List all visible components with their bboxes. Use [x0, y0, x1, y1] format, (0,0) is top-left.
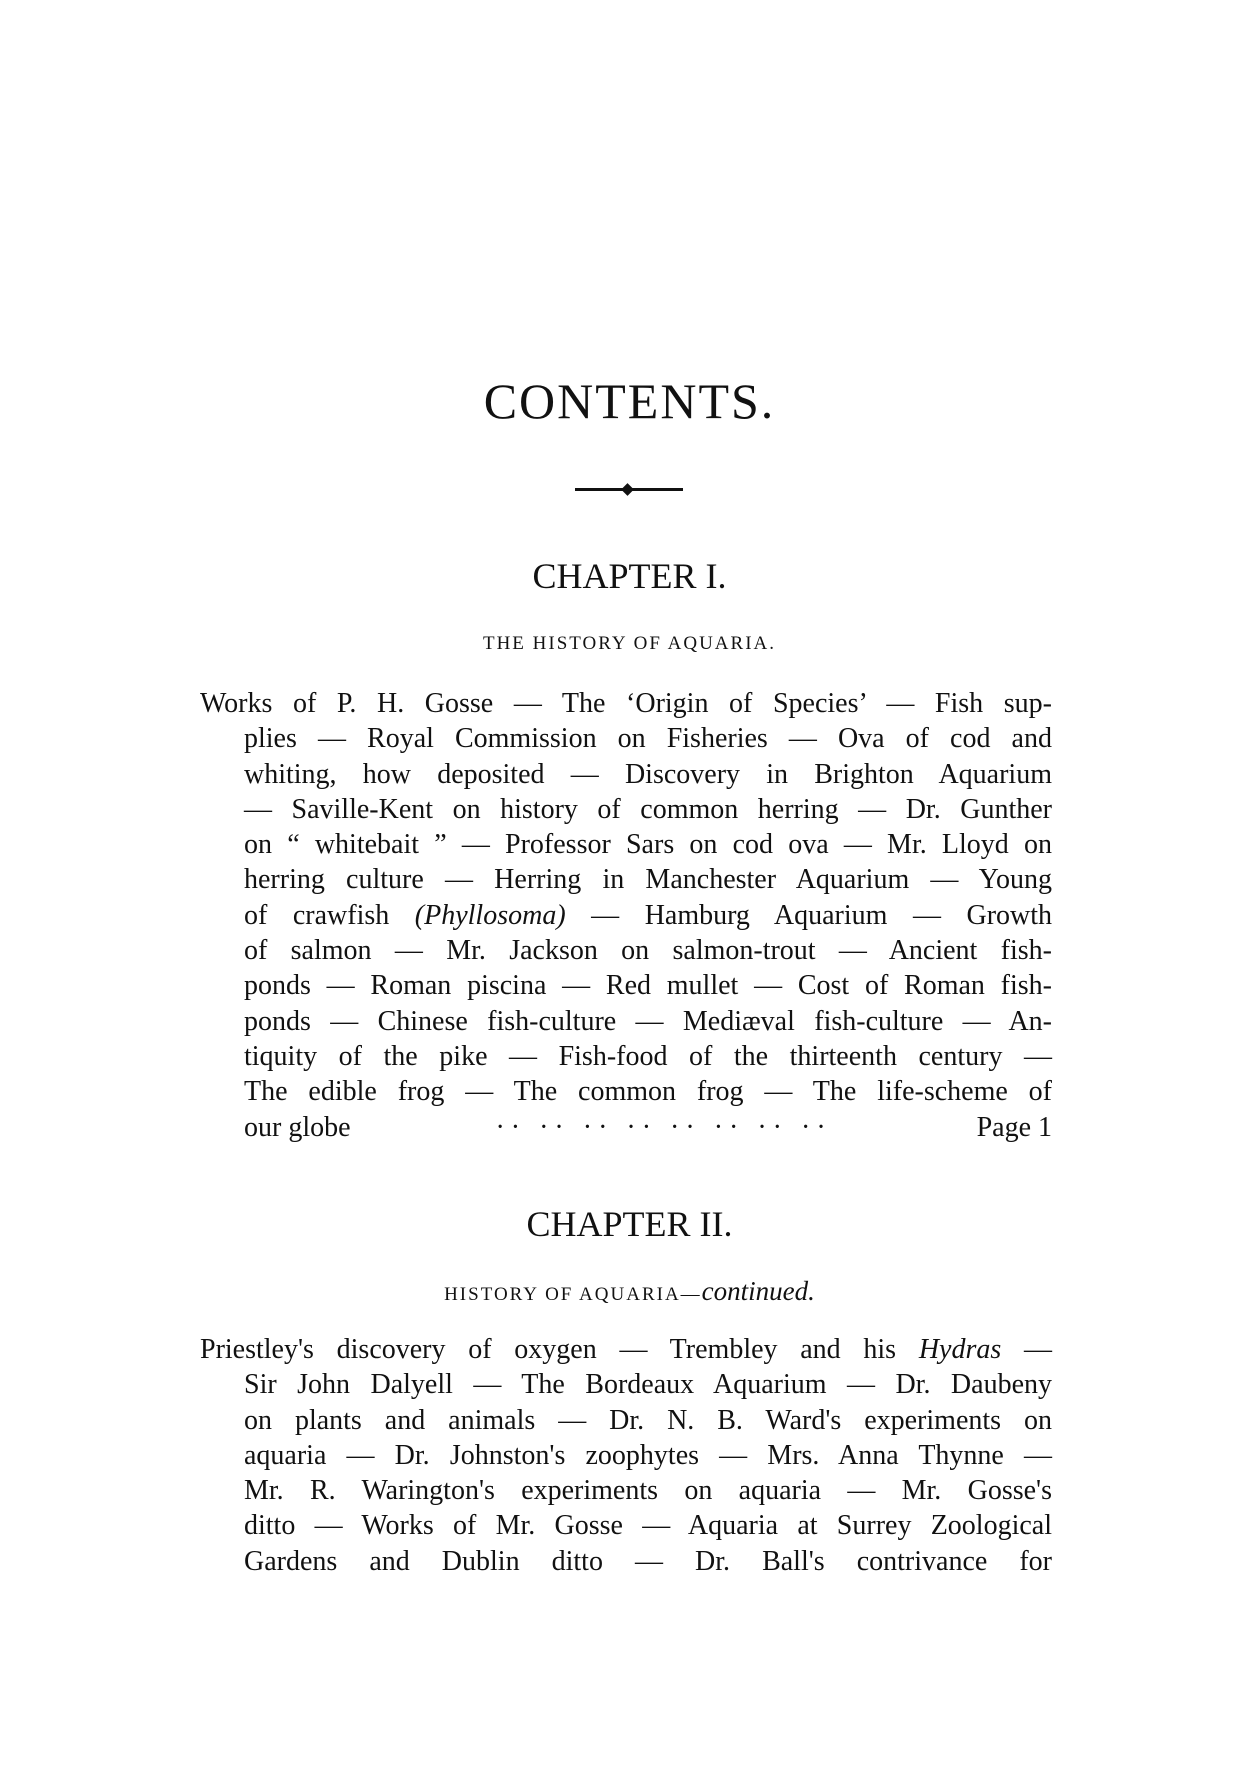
title-ornament	[575, 484, 683, 496]
chapter-2-subtitle	[0, 1278, 1259, 1305]
synopsis-line: Works of P. H. Gosse — The ‘Origin of Species’ — Fish sup-	[200, 688, 1052, 719]
synopsis-text: Priestley's discovery of oxygen — Trembley and his	[200, 1334, 897, 1365]
ornament-diamond	[621, 483, 634, 496]
synopsis-line: on “ whitebait ” — Professor Sars on cod ova — Mr. Lloyd on	[244, 829, 1052, 861]
synopsis-line: Gardens and Dublin ditto — Dr. Ball's contrivance for	[244, 1545, 1052, 1577]
synopsis-text: of crawfish	[244, 899, 390, 931]
synopsis-line: The edible frog — The common frog — The life-scheme of	[244, 1076, 1052, 1108]
page-title: CONTENTS.	[483, 373, 776, 429]
dot-leaders: ·· ·· ·· ·· ·· ·· ·· ··	[495, 1111, 832, 1143]
synopsis-line: Mr. R. Warington's experiments on aquaria — Mr. Gosse's	[244, 1475, 1052, 1507]
synopsis-last-text: our globe	[244, 1111, 351, 1143]
synopsis-line: of salmon — Mr. Jackson on salmon-trout — Ancient fish-	[244, 935, 1052, 967]
synopsis-italic-term: (Phyllosoma)	[414, 899, 566, 931]
page-reference: Page 1	[976, 1111, 1052, 1143]
chapter-2-subtitle-italic: continued.	[701, 1276, 815, 1306]
chapter-1-synopsis	[200, 686, 1053, 1145]
synopsis-line	[200, 1332, 1052, 1367]
synopsis-line: plies — Royal Commission on Fisheries — Ova of cod and	[244, 723, 1052, 755]
chapter-2-subtitle-text: HISTORY OF AQUARIA—	[444, 1284, 702, 1305]
synopsis-line: — Saville-Kent on history of common herring — Dr. Gunther	[244, 793, 1052, 825]
synopsis-text: — Hamburg Aquarium — Growth	[591, 899, 1053, 931]
chapter-2-heading: CHAPTER II.	[526, 1204, 733, 1244]
synopsis-line: Sir John Dalyell — The Bordeaux Aquarium — Dr. Daubeny	[244, 1369, 1052, 1401]
synopsis-line: on plants and animals — Dr. N. B. Ward's experiments on	[244, 1404, 1052, 1436]
synopsis-line: herring culture — Herring in Manchester Aquarium — Young	[244, 864, 1052, 896]
synopsis-line: ditto — Works of Mr. Gosse — Aquaria at Surrey Zoological	[244, 1510, 1052, 1542]
chapter-1-subtitle: THE HISTORY OF AQUARIA.	[482, 633, 777, 654]
synopsis-line: aquaria — Dr. Johnston's zoophytes — Mrs. Anna Thynne —	[244, 1439, 1052, 1471]
synopsis-text: —	[1024, 1334, 1053, 1365]
synopsis-line	[244, 898, 1052, 933]
synopsis-last-line	[244, 1110, 1052, 1145]
synopsis-italic-term: Hydras	[918, 1334, 1002, 1365]
synopsis-line: tiquity of the pike — Fish-food of the thirteenth century —	[244, 1040, 1052, 1072]
synopsis-line: ponds — Roman piscina — Red mullet — Cost of Roman fish-	[244, 970, 1052, 1002]
synopsis-line: ponds — Chinese fish-culture — Mediæval fish-culture — An-	[244, 1005, 1052, 1037]
synopsis-line: whiting, how deposited — Discovery in Brighton Aquarium	[244, 758, 1052, 790]
chapter-2-synopsis	[200, 1332, 1053, 1579]
chapter-1-heading: CHAPTER I.	[532, 556, 727, 596]
